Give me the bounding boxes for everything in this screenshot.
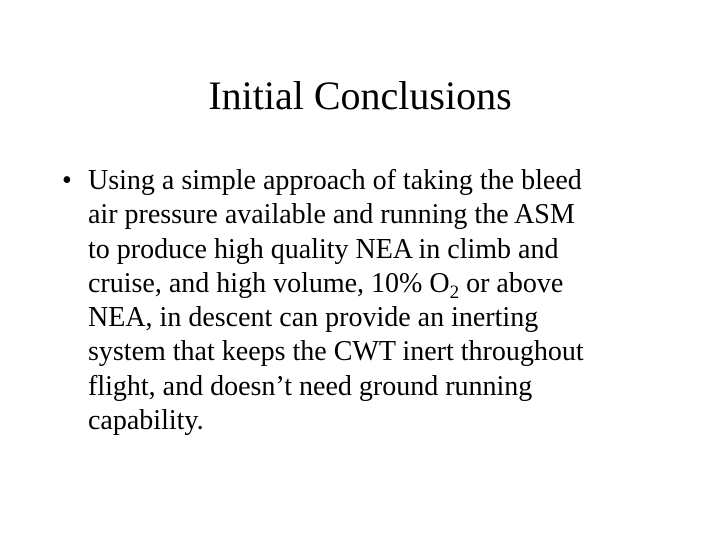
bullet-line-2: air pressure available and running the ASM xyxy=(88,199,575,231)
bullet-line-7: flight, and doesn’t need ground running xyxy=(88,370,533,402)
bullet-line-5: NEA, in descent can provide an inerting xyxy=(88,302,539,334)
bullet-line-4-after: or above xyxy=(459,267,564,299)
bullet-line-3: to produce high quality NEA in climb and xyxy=(88,233,559,265)
bullet-item xyxy=(62,164,662,438)
slide-title: Initial Conclusions xyxy=(208,73,512,118)
bullet-line-4 xyxy=(88,267,662,301)
bullet-list xyxy=(62,164,662,438)
bullet-line-4-before: cruise, and high volume, 10% O xyxy=(88,267,450,299)
bullet-line-8: capability. xyxy=(88,405,204,437)
bullet-icon: • xyxy=(62,165,72,196)
bullet-line-1: Using a simple approach of taking the bleed xyxy=(88,165,582,196)
oxygen-subscript: 2 xyxy=(449,281,460,303)
bullet-text xyxy=(88,164,662,438)
bullet-line-6: system that keeps the CWT inert throughout xyxy=(88,336,584,368)
